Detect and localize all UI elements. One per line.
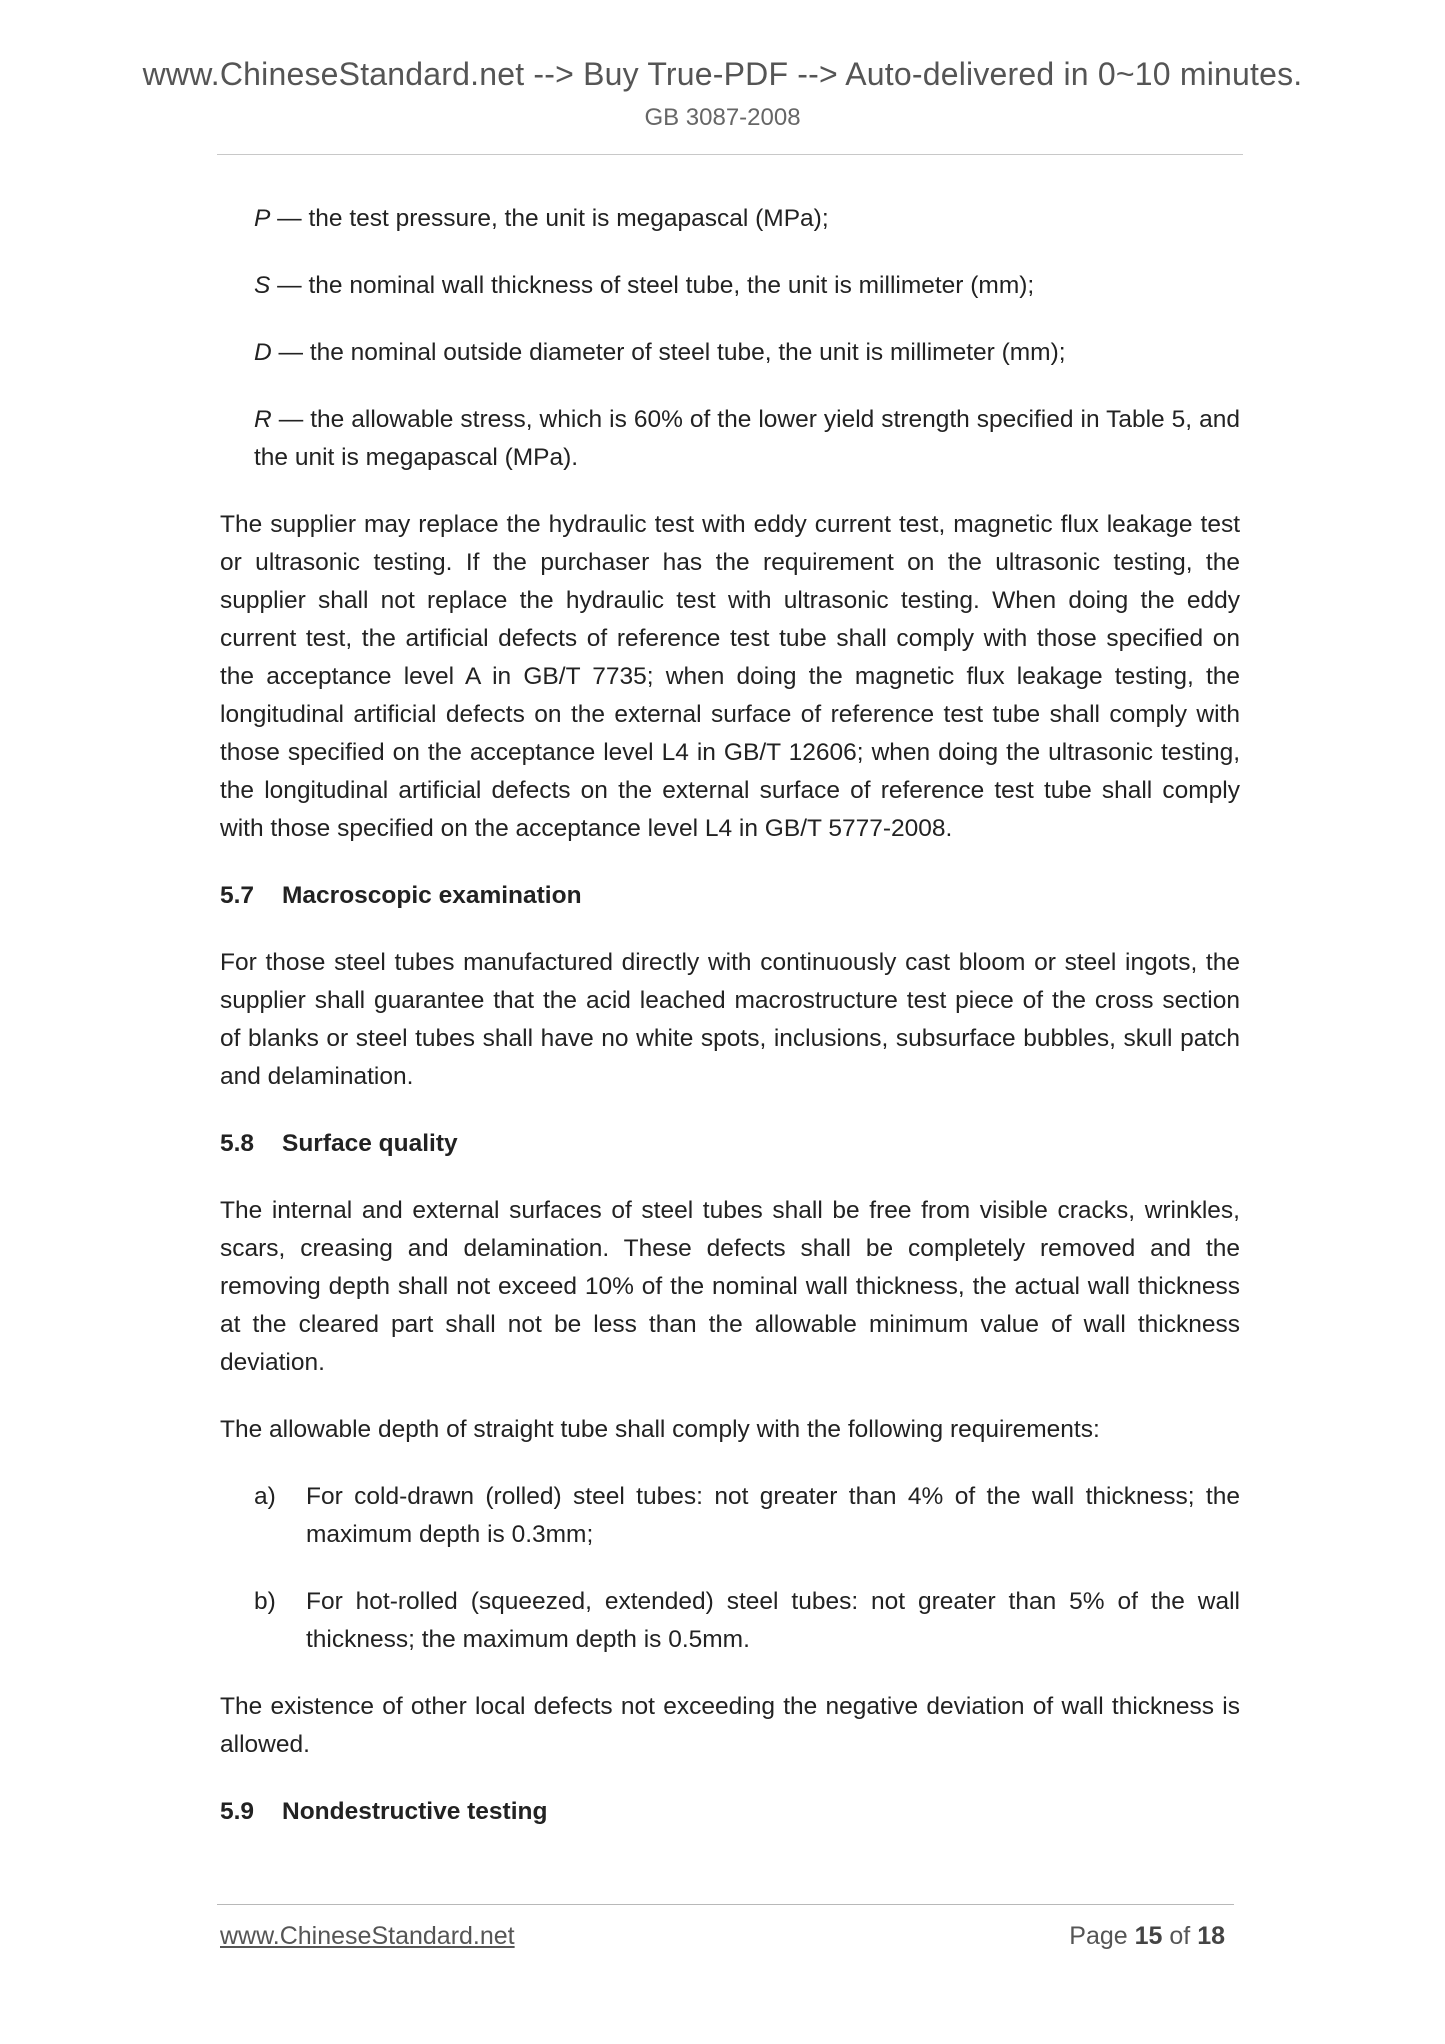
- paragraph-allowable-depth: The allowable depth of straight tube shall comply with the following requirements:: [220, 1416, 1100, 1443]
- header-divider: [217, 154, 1243, 155]
- paragraph-macroscopic: For those steel tubes manufactured directly with continuously cast bloom or steel ingots, the supplier shall guarantee that the acid leached macrostructure test piece of the cross section of blanks or steel tubes shall have no white spots, inclusions, subsurface bubbles, skull patch and delamination.: [220, 949, 1240, 1090]
- page-total: 18: [1197, 1922, 1225, 1950]
- definition-symbol: R: [254, 406, 272, 433]
- list-item-label: a): [254, 1483, 276, 1510]
- definition-p: [254, 200, 1240, 238]
- footer-website-link[interactable]: www.ChineseStandard.net: [220, 1922, 515, 1950]
- definition-d: [254, 334, 1240, 372]
- list-item-label: b): [254, 1588, 276, 1615]
- section-title: Surface quality: [282, 1130, 458, 1157]
- section-title: Macroscopic examination: [282, 882, 582, 909]
- definition-r: [254, 401, 1240, 477]
- page-word: Page: [1069, 1922, 1135, 1950]
- section-title: Nondestructive testing: [282, 1798, 548, 1825]
- list-item-text: For hot-rolled (squeezed, extended) steel tubes: not greater than 5% of the wall thickness; the maximum depth is 0.5mm.: [306, 1588, 1240, 1653]
- of-word: of: [1162, 1922, 1198, 1950]
- paragraph-surface-quality: The internal and external surfaces of steel tubes shall be free from visible cracks, wrinkles, scars, creasing and delamination. These defects shall be completely removed and the removing depth shall not exceed 10% of the nominal wall thickness, the actual wall thickness at the cleared part shall not be less than the allowable minimum value of wall thickness deviation.: [220, 1197, 1240, 1376]
- section-number: 5.7: [220, 882, 255, 909]
- page-number: 15: [1134, 1922, 1163, 1950]
- header-banner: www.ChineseStandard.net --> Buy True-PDF --> Auto-delivered in 0~10 minutes.: [142, 56, 1303, 92]
- definition-text: — the nominal outside diameter of steel tube, the unit is millimeter (mm);: [271, 339, 1066, 366]
- definition-text: — the test pressure, the unit is megapascal (MPa);: [270, 205, 829, 232]
- section-number: 5.8: [220, 1130, 255, 1157]
- definition-s: [254, 267, 1240, 305]
- paragraph-local-defects: The existence of other local defects not exceeding the negative deviation of wall thickness is allowed.: [220, 1693, 1240, 1758]
- paragraph-supplier: The supplier may replace the hydraulic test with eddy current test, magnetic flux leakage test or ultrasonic testing. If the purchaser has the requirement on the ultrasonic testing, the supplier shall not replace the hydraulic test with ultrasonic testing. When doing the eddy current test, the artificial defects of reference test tube shall comply with those specified on the acceptance level A in GB/T 7735; when doing the magnetic flux leakage testing, the longitudinal artificial defects on the external surface of reference test tube shall comply with those specified on the acceptance level L4 in GB/T 12606; when doing the ultrasonic testing, the longitudinal artificial defects on the external surface of reference test tube shall comply with those specified on the acceptance level L4 in GB/T 5777-2008.: [220, 511, 1240, 842]
- section-heading-5-9: [220, 1793, 1240, 1831]
- definition-symbol: D: [254, 339, 272, 366]
- definition-symbol: P: [254, 205, 271, 232]
- definition-symbol: S: [254, 272, 271, 299]
- section-heading-5-8: [220, 1125, 1240, 1163]
- section-heading-5-7: [220, 877, 1240, 915]
- footer-divider: [217, 1904, 1234, 1905]
- definition-text: — the nominal wall thickness of steel tube, the unit is millimeter (mm);: [270, 272, 1035, 299]
- definition-text: — the allowable stress, which is 60% of the lower yield strength specified in Table 5, and the unit is megapascal (MPa).: [254, 406, 1240, 471]
- list-item-text: For cold-drawn (rolled) steel tubes: not greater than 4% of the wall thickness; the maximum depth is 0.3mm;: [306, 1483, 1240, 1548]
- list-item-b: [254, 1583, 1240, 1659]
- section-number: 5.9: [220, 1798, 255, 1825]
- list-item-a: [254, 1478, 1240, 1554]
- document-code: GB 3087-2008: [644, 104, 801, 131]
- document-body: [220, 200, 1240, 1831]
- page-indicator: [1069, 1922, 1225, 1951]
